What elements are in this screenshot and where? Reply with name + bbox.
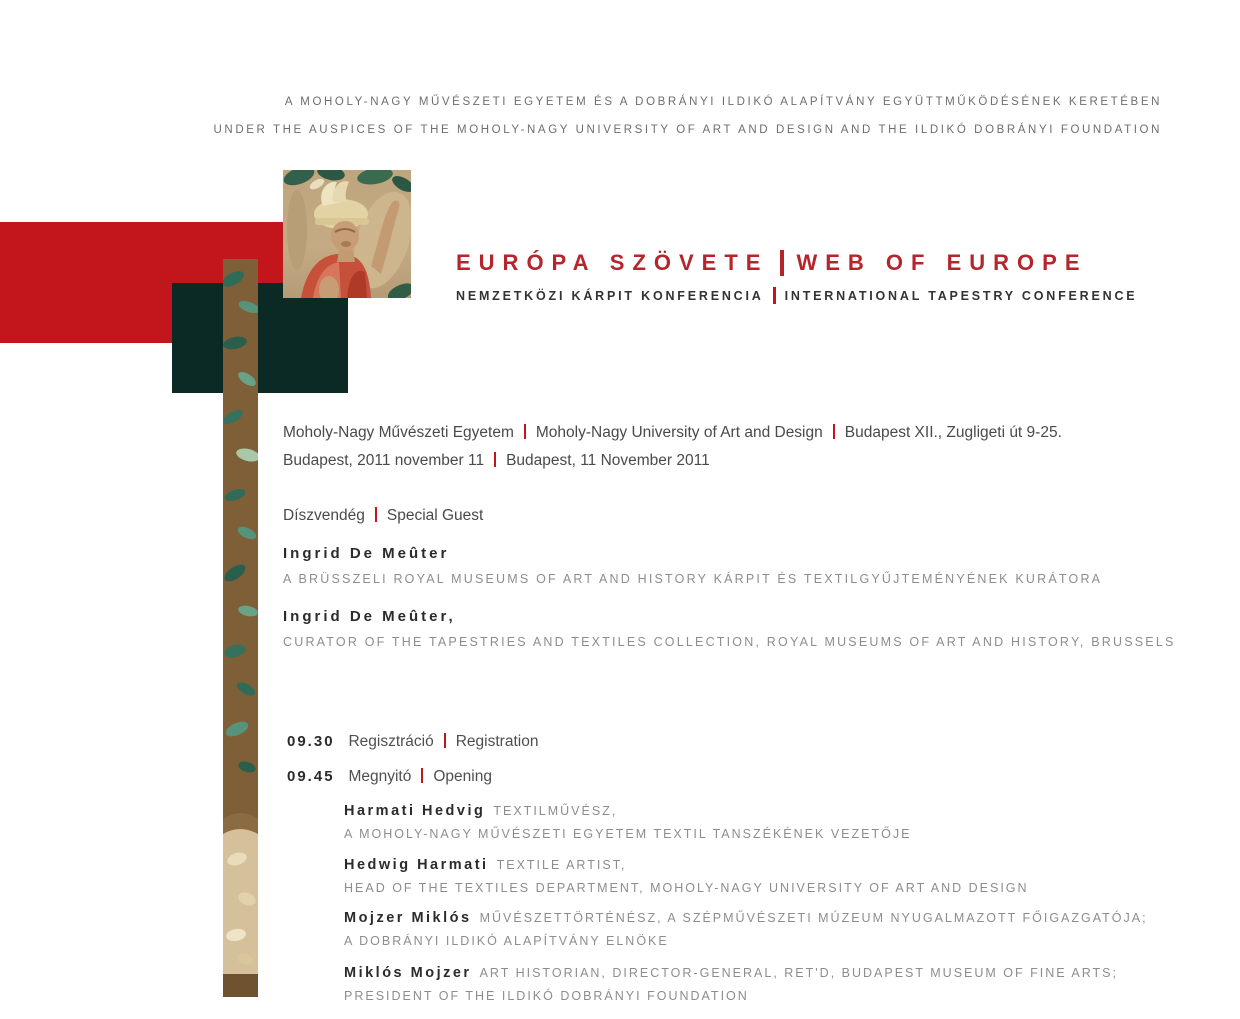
speaker-name: Miklós Mojzer bbox=[344, 965, 472, 981]
subtitle-hungarian: NEMZETKÖZI KÁRPIT KONFERENCIA bbox=[456, 288, 764, 303]
venue-line bbox=[283, 424, 1062, 442]
speaker-name: Harmati Hedvig bbox=[344, 803, 486, 819]
speaker-name: Mojzer Miklós bbox=[344, 910, 472, 926]
schedule-row bbox=[287, 733, 538, 751]
subtitle-pipe-divider bbox=[773, 287, 776, 304]
pipe-divider bbox=[444, 733, 446, 748]
schedule-time: 09.30 bbox=[287, 733, 335, 750]
guest-name-hu: Ingrid De Meûter bbox=[283, 545, 450, 562]
speaker-entry bbox=[344, 802, 617, 820]
tapestry-detail-image bbox=[283, 170, 411, 298]
pipe-divider bbox=[375, 507, 377, 522]
title-english: WEB OF EUROPE bbox=[796, 250, 1088, 275]
speaker-role-line2: A DOBRÁNYI ILDIKÓ ALAPÍTVÁNY ELNÖKE bbox=[344, 934, 669, 948]
speaker-role: TEXTILMŰVÉSZ, bbox=[493, 804, 618, 818]
conference-subtitle bbox=[456, 287, 1137, 304]
schedule-row bbox=[287, 768, 492, 786]
venue-address: Budapest XII., Zugligeti út 9-25. bbox=[844, 424, 1062, 441]
title-hungarian: EURÓPA SZÖVETE bbox=[456, 250, 769, 275]
speaker-role: ART HISTORIAN, DIRECTOR-GENERAL, RET'D, BUDAPEST MUSEUM OF FINE ARTS; bbox=[479, 966, 1118, 980]
guest-desc-en: CURATOR OF THE TAPESTRIES AND TEXTILES COLLECTION, ROYAL MUSEUMS OF ART AND HISTORY, BRUSSELS bbox=[283, 635, 1176, 649]
schedule-item-hu: Regisztráció bbox=[348, 733, 434, 750]
pipe-divider bbox=[524, 424, 526, 439]
speaker-name: Hedwig Harmati bbox=[344, 857, 489, 873]
venue-english: Moholy-Nagy University of Art and Design bbox=[535, 424, 823, 441]
date-line bbox=[283, 452, 710, 470]
pipe-divider bbox=[421, 768, 423, 783]
venue-hungarian: Moholy-Nagy Művészeti Egyetem bbox=[283, 424, 514, 441]
schedule-item-en: Opening bbox=[433, 768, 492, 785]
speaker-role: TEXTILE ARTIST, bbox=[496, 858, 627, 872]
special-guest-label-hu: Díszvendég bbox=[283, 507, 365, 524]
special-guest-label-en: Special Guest bbox=[386, 507, 484, 524]
tapestry-strip-image bbox=[223, 259, 258, 997]
conference-title bbox=[456, 250, 1088, 276]
schedule-time: 09.45 bbox=[287, 768, 335, 785]
schedule-item-en: Registration bbox=[455, 733, 539, 750]
subtitle-english: INTERNATIONAL TAPESTRY CONFERENCE bbox=[784, 288, 1138, 303]
title-pipe-divider bbox=[780, 250, 784, 276]
date-english: Budapest, 11 November 2011 bbox=[506, 452, 710, 469]
pipe-divider bbox=[494, 452, 496, 467]
patronage-line-hu: A MOHOLY-NAGY MŰVÉSZETI EGYETEM ÉS A DOBRÁNYI ILDIKÓ ALAPÍTVÁNY EGYÜTTMŰKÖDÉSÉNEK KERETÉBEN bbox=[284, 96, 1162, 108]
special-guest-label bbox=[283, 507, 483, 525]
speaker-role: MŰVÉSZETTÖRTÉNÉSZ, A SZÉPMŰVÉSZETI MÚZEUM NYUGALMAZOTT FŐIGAZGATÓJA; bbox=[479, 911, 1148, 925]
dark-green-block-graphic bbox=[172, 283, 348, 393]
speaker-role-line2: HEAD OF THE TEXTILES DEPARTMENT, MOHOLY-NAGY UNIVERSITY OF ART AND DESIGN bbox=[344, 881, 1029, 895]
guest-name-en: Ingrid De Meûter, bbox=[283, 608, 456, 625]
speaker-entry bbox=[344, 856, 626, 874]
guest-desc-hu: A BRÜSSZELI ROYAL MUSEUMS OF ART AND HISTORY KÁRPIT ÉS TEXTILGYŰJTEMÉNYÉNEK KURÁTORA bbox=[283, 572, 1103, 586]
speaker-role-line2: PRESIDENT OF THE ILDIKÓ DOBRÁNYI FOUNDATION bbox=[344, 989, 749, 1003]
speaker-entry bbox=[344, 964, 1118, 982]
speaker-entry bbox=[344, 909, 1148, 927]
date-hungarian: Budapest, 2011 november 11 bbox=[283, 452, 485, 469]
patronage-line-en: UNDER THE AUSPICES OF THE MOHOLY-NAGY UNIVERSITY OF ART AND DESIGN AND THE ILDIKÓ DOBRÁNYI FOUNDATION bbox=[213, 124, 1162, 136]
schedule-item-hu: Megnyitó bbox=[348, 768, 412, 785]
speaker-role-line2: A MOHOLY-NAGY MŰVÉSZETI EGYETEM TEXTIL TANSZÉKÉNEK VEZETŐJE bbox=[344, 827, 912, 841]
pipe-divider bbox=[833, 424, 835, 439]
patronage-header bbox=[214, 88, 1162, 144]
